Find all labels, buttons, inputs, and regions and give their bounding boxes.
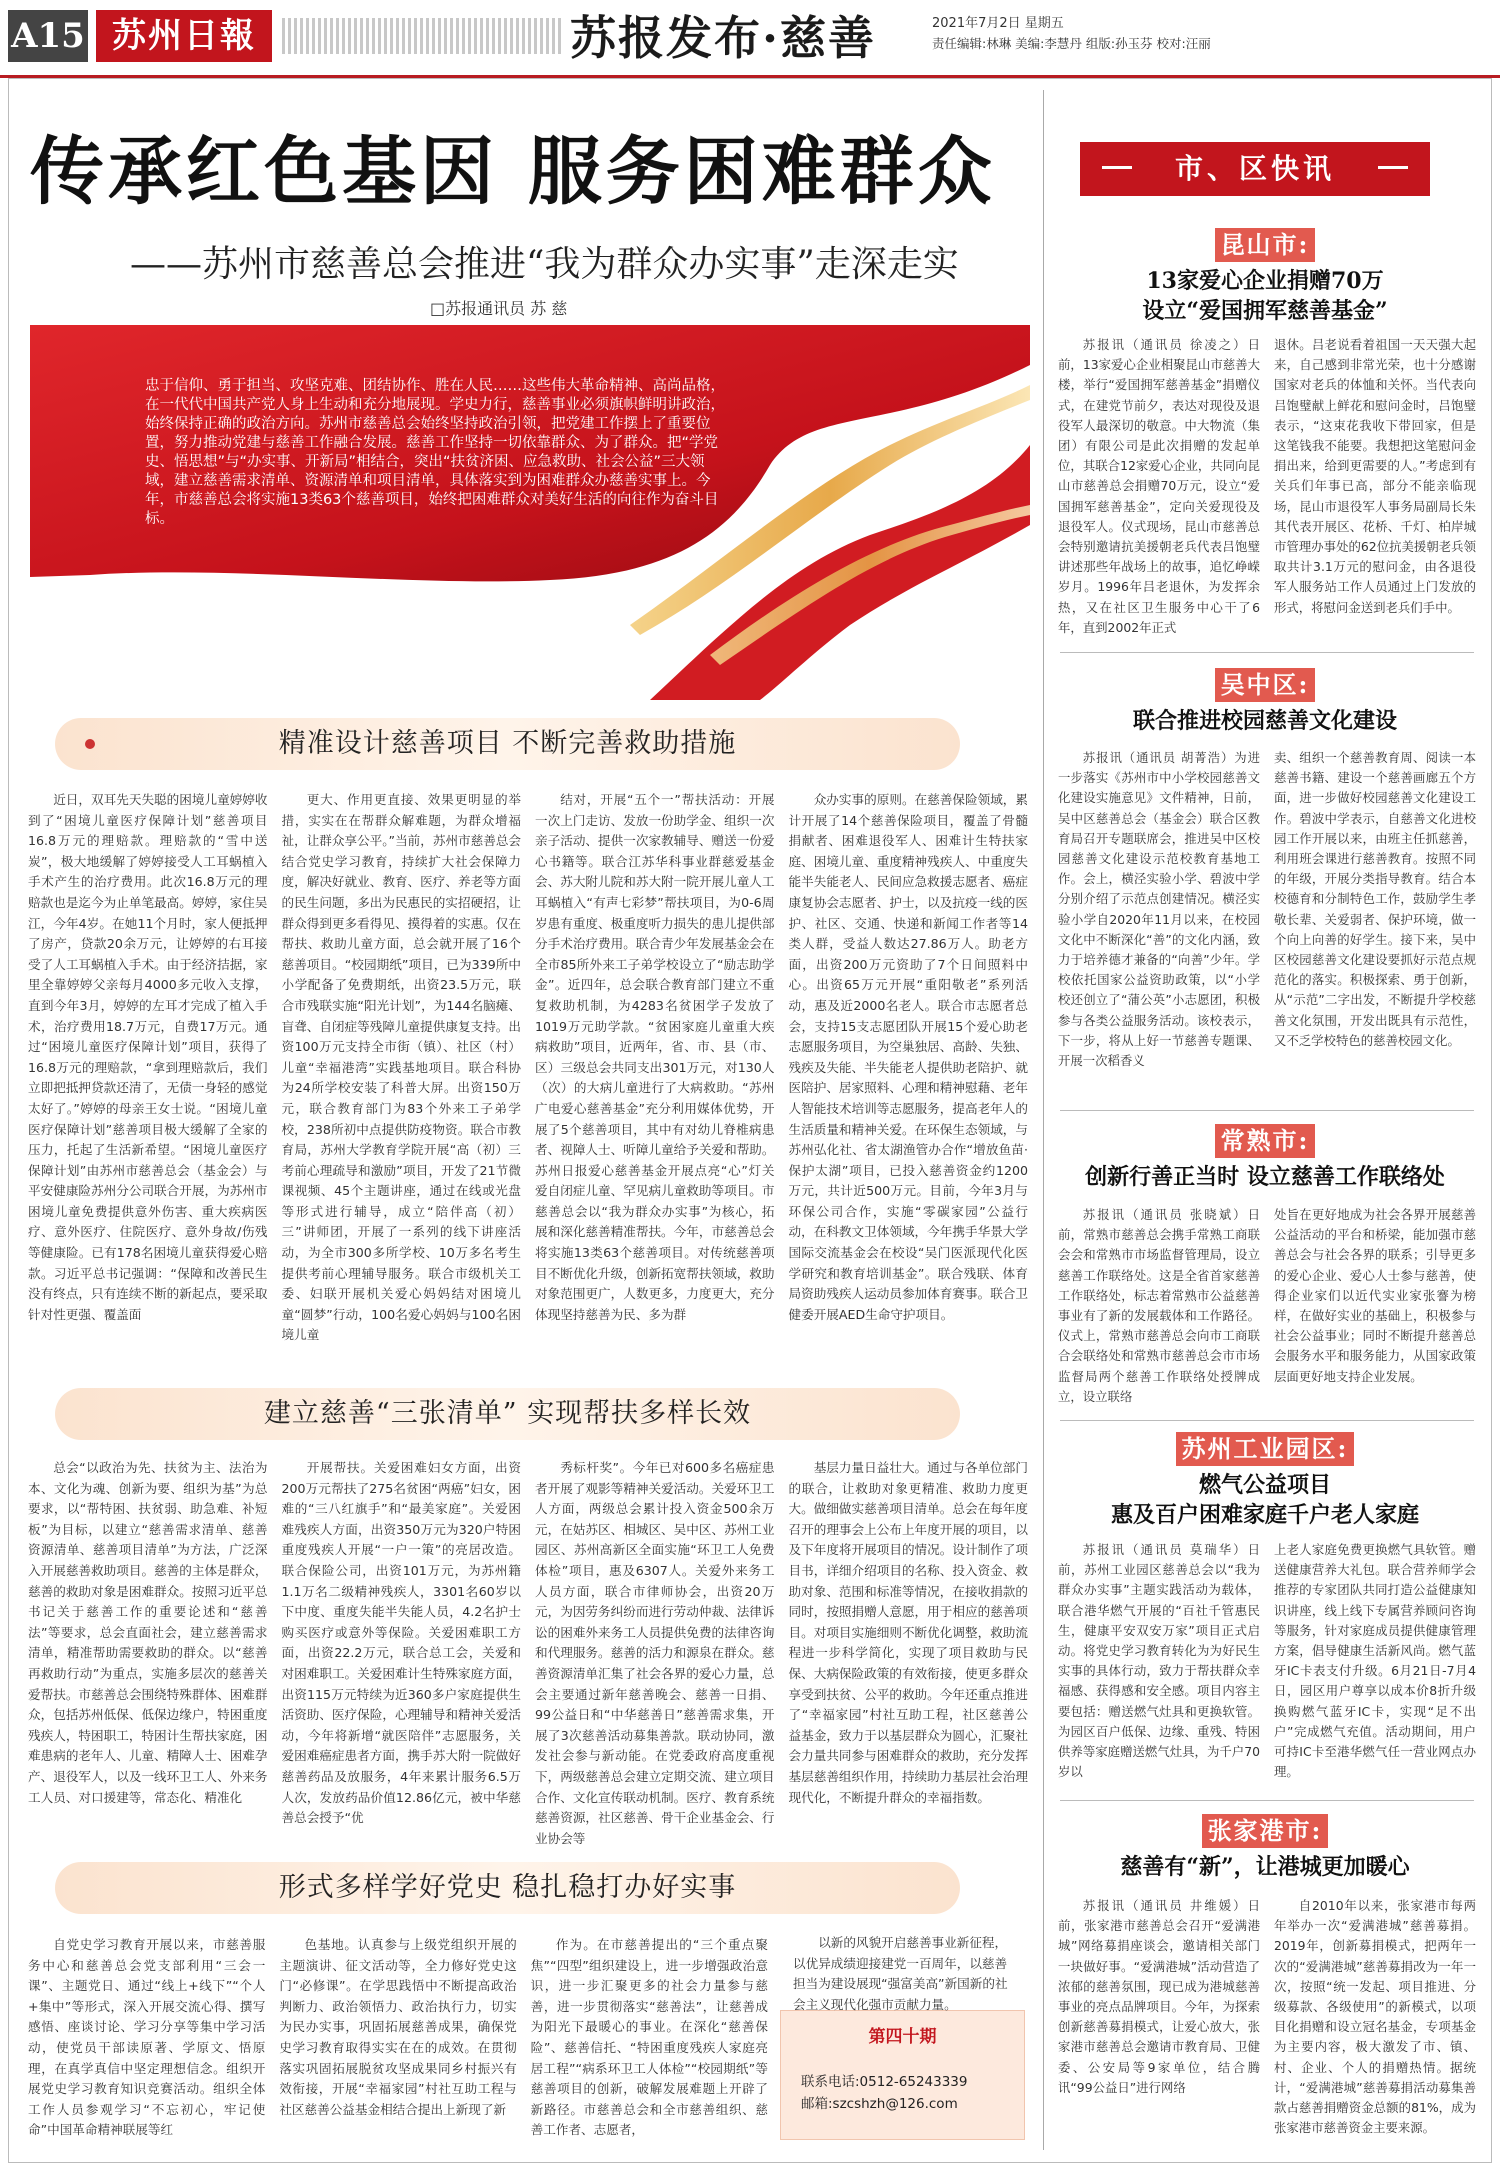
article-column: 自党史学习教育开展以来，市慈善服务中心和慈善总会党支部利用“三会一课”、主题党日、通过“线上+线下”“个人+集中”等形式，深入开展交流心得、撰写感悟、座谈讨论、学习分享等集中学习活动，使党员干部读原著、学原文、悟原理，在真学真信中坚定理想信念。组织开展党史学习教育知识竞赛活动。组织全体工作人员参观学习“不忘初心，牢记使命”中国革命精神联展等红 <box>28 1937 266 2138</box>
issue-date: 2021年7月2日 星期五 <box>932 16 1064 31</box>
brief-column: 苏报讯（通讯员 莫瑞华）日前，苏州工业园区慈善总会以“我为群众办实事”主题实践活动为载体，联合港华燃气开展的“百社千管惠民生，健康平安双安万家”项目正式启动。将党史学习教育转化为为好民生实事的具体行动，致力于帮扶群众幸福感、获得感和安全感。项目内容主要包括：赠送燃气灶具和更换软管。为园区百户低保、边缘、重残、特困供养等家庭赠送燃气灶具，为千户70岁以 <box>1058 1542 1260 1780</box>
brief-column: 苏报讯（通讯员 胡菁浩）为进一步落实《苏州市中小学校园慈善文化建设实施意见》文件精神，日前，吴中区慈善总会（基金会）联合区教育局召开专题联席会，推进吴中区校园慈善文化建设示范校教育基地工作。会上，横泾实验小学、碧波中学分别介绍了示范点创建情况。横泾实验小学自2020年11月以来，在校园文化中不断深化“善”的文化内涵，致力于培养德才兼备的“向善”少年。学校依托国家公益资助政策，以“小学校还创立了“蒲公英”小志愿团，积极参与各类公益服务活动。该校表示，下一步，将从上好一节慈善专题课、开展一次稻香义 <box>1058 750 1260 1069</box>
article-column: 众办实事的原则。在慈善保险领域，累计开展了14个慈善保险项目，覆盖了骨髓捐献者、困难退役军人、困难计生特扶家庭、困境儿童、重度精神残疾人、中重度失能半失能老人、民间应急救援志愿者、癌症康复协会志愿者、护士，以及抗疫一线的医护、社区、交通、快递和新闻工作者等14类人群，受益人数达27.86万人。助老方面，出资200万元资助了7个日间照料中心。出资65万元开展“重阳敬老”系列活动，惠及近2000名老人。联合市志愿者总会，支持15支志愿团队开展15个爱心助老志愿服务项目，为空巢独居、高龄、失独、残疾及失能、半失能老人提供助老陪护、就医陪护、居家照料、心理和精神慰藉、老年人智能技术培训等志愿服务，提高老年人的生活质量和精神关爱。在环保生态领域，与苏州弘化社、省太湖渔管办合作“增放鱼苗·保护太湖”项目，已投入慈善资金约1200万元，共计近500万元。目前，今年3月与环保公司合作，实施“零碳家园”公益行动，在科教文卫体领域，今年携手华景大学国际交流基金会在校设“吴门医派现代化医学研究和教育培训基金”。联合残联、体育局资助残疾人运动员参加体育赛事。联合卫健委开展AED生命守护项目。 <box>788 792 1028 1322</box>
brief-column: 退休。吕老说看着祖国一天天强大起来，自己感到非常光荣，也十分感谢国家对老兵的体恤和关怀。当代表向吕饱璧献上鲜花和慰问金时，吕饱璧表示，“这束花我收下带回家，但是这笔钱我不能要。我想把这笔慰问金捐出来，给到更需要的人。”考虑到有关兵们年事已高，部分不能亲临现场，昆山市退役军人事务局副局长朱其代表开展区、花桥、千灯、柏岸城市管理办事处的62位抗美援朝老兵领取共计3.1万元的慰问金，由各退役军人服务站工作人员通过上门发放的形式，将慰问金送到老兵们手中。 <box>1274 337 1476 615</box>
article-columns <box>28 1935 768 2145</box>
divider <box>1060 1800 1474 1801</box>
hero-banner <box>30 325 1030 700</box>
brief-headline: 13家爱心企业捐赠70万 <box>1146 268 1384 294</box>
section-heading-bar <box>55 1388 960 1440</box>
divider <box>1060 652 1474 653</box>
brief-column: 卖、组织一个慈善教育周、阅读一本慈善书籍、建设一个慈善画廊五个方面，进一步做好校园慈善文化建设工作。碧波中学表示，自慈善文化进校园工作开展以来，由班主任抓慈善，利用班会课进行慈善教育。按照不同的年级，开展分类指导教育。结合本校德育和分制特色工作，鼓励学生孝敬长辈、关爱弱者、保护环境，做一个向上向善的好学生。接下来，吴中区校园慈善文化建设要抓好示范点规范化的落实。积极探索、勇于创新，从“示范”二字出发，不断提升学校慈善文化氛围，开发出既具有示范性，又不乏学校特色的慈善校园文化。 <box>1274 750 1476 1048</box>
bullet-icon <box>85 739 95 749</box>
contact-box <box>780 1935 1025 2140</box>
news-brief-header <box>1050 668 1480 736</box>
contact-email: 邮箱:szcshzh@126.com <box>801 2096 958 2112</box>
brief-headline: 设立“爱国拥军慈善基金” <box>1142 298 1388 324</box>
article-columns <box>28 790 1028 1343</box>
article-column: 更大、作用更直接、效果更明显的举措，实实在在帮群众解难题，为群众增福祉，让群众享公平。”当前，苏州市慈善总会结合党史学习教育，持续扩大社会保障力度，解决好就业、教育、医疗、养老等方面的民生问题，多出为民惠民的实招硬招，让群众得到更多看得见、摸得着的实惠。仅在帮扶、救助儿童方面，总会就开展了16个慈善项目。“校园期纸”项目，已为339所中小学配备了免费期纸，出资23.5万元，联合市残联实施“阳光计划”，为144名脑瘫、盲聋、自闭症等残障儿童提供康复支持。出资100万元支持全市街（镇）、社区（村）儿童“幸福港湾”实践基地项目。联合科协为24所学校安装了科普大屏。出资150万元，联合教育部门为83个外来工子弟学校，238所初中点提供防疫物资。联合市教育局，苏州大学教育学院开展“高（初）三考前心理疏导和激励”项目，开发了21节微课视频、45个主题讲座，通过在线或光盘等形式进行辅导，成立“陪伴高（初）三”讲师团，开展了一系列的线下讲座活动，为全市300多所学校、10万多名考生提供考前心理辅导服务。联合市级机关工委、妇联开展机关爱心妈妈结对困境儿童“圆梦”行动，100名爱心妈妈与100名困境儿童 <box>281 792 522 1343</box>
brief-headline: 惠及百户困难家庭千户老人家庭 <box>1110 1502 1419 1528</box>
brief-columns <box>1058 1540 1476 1780</box>
section-heading-bar <box>55 1862 960 1914</box>
section-heading: 形式多样学好党史 稳扎稳打办好实事 <box>278 1872 737 1903</box>
sidebar-title: 市、区快讯 <box>1080 142 1430 196</box>
decorative-stripes <box>282 18 562 54</box>
divider <box>1060 1110 1474 1111</box>
region-tag: 吴中区: <box>1215 668 1316 702</box>
main-subheadline: ——苏州市慈善总会推进“我为群众办实事”走深走实 <box>130 244 959 285</box>
section-heading: 建立慈善“三张清单” 实现帮扶多样长效 <box>263 1398 752 1429</box>
article-column: 开展帮扶。关爱困难妇女方面，出资200万元帮扶了275名贫困“两癌”妇女，困难的“三八红旗手”和“最美家庭”。关爱困难残疾人方面，出资350万元为320户特困重度残疾人开展“一户一策”的亮居改造。联合保险公司，出资101万元，为苏州籍1.1万名二级精神残疾人，3301名60岁以下中度、重度失能半失能人员，4.2名护士购买医疗或意外等保险。关爱困难职工方面，出资22.2万元，联合总工会，关爱和对困难职工。关爱困难计生特殊家庭方面，出资115万元特续为近360多户家庭提供生活资助、医疗保险，心理辅导和精神关爱活动，今年将新增“就医陪伴”志愿服务，关爱困难癌症患者方面，携手苏大附一院做好慈善药品及放服务，4年来累计服务6.5万人次，发放药品价值12.86亿元，被中华慈善总会授予“优 <box>281 1460 521 1826</box>
article-column: 作为。在市慈善提出的“三个重点聚焦”“四型”组织建设上，进一步增强政治意识，进一步汇聚更多的社会力量参与慈善，进一步贯彻落实“慈善法”，让慈善成为阳光下最暖心的事业。在深化“慈善保险”、慈善信托、“特困重度残疾人家庭亮居工程”“病系环卫工人体检”“校园期纸”等慈善项目的创新，破解发展难题上开辟了新路径。市慈善总会和全市慈善组织、慈善工作者、志愿者， <box>530 1937 768 2138</box>
brief-columns <box>1058 1896 1476 2146</box>
contact-info <box>801 2071 968 2115</box>
main-headline: 传承红色基因 服务困难群众 <box>30 129 996 215</box>
brief-column: 苏报讯（通讯员 徐凌之）日前，13家爱心企业相聚昆山市慈善大楼，举行“爱国拥军慈善基金”捐赠仪式，在建党节前夕，表达对现役及退役军人最深切的敬意。中大物流（集团）有限公司是此次捐赠的发起单位，其联合12家爱心企业，共同向昆山市慈善总会捐赠70万元，设立“爱国拥军慈善基金”，定向关爱现役及退役军人。仪式现场，昆山市慈善总会特别邀请抗美援朝老兵代表吕饱璧讲述那些年战场上的故事，追忆峥嵘岁月。1996年吕老退休，为发挥余热，又在社区卫生服务中心干了6年，直到2002年正式 <box>1058 337 1260 635</box>
region-tag: 张家港市: <box>1202 1814 1329 1848</box>
issue-period: 第四十期 <box>868 2027 937 2047</box>
page-number: A15 <box>8 10 88 62</box>
news-brief-header <box>1050 1432 1480 1530</box>
news-brief-header <box>1050 1124 1480 1192</box>
brief-columns <box>1058 335 1476 635</box>
hero-intro-text: 忠于信仰、勇于担当、攻坚克难、团结协作、胜在人民……这些伟大革命精神、高尚品格，在一代代中国共产党人身上生动和充分地展现。学史力行，慈善事业必须旗帜鲜明讲政治，始终保持正确的政治方向。苏州市慈善总会始终坚持政治引领，把党建工作摆上了重要位置，努力推动党建与慈善工作融合发展。慈善工作坚持一切依靠群众、为了群众。把“学党史、悟思想”与“办实事、开新局”相结合，突出“扶贫济困、应急救助、社会公益”三大领域，建立慈善需求清单、资源清单和项目清单，具体落实到为困难群众办慈善实事上。今年，市慈善总会将实施13类63个慈善项目，始终把困难群众对美好生活的向往作为奋斗目标。 <box>145 378 725 527</box>
news-brief-header <box>1050 1814 1480 1882</box>
article-column: 总会“以政治为先、扶贫为主、法治为本、文化为魂、创新为要、组织为基”为总要求，以“帮特困、扶贫弱、助急难、补短板”为目标，以建立“慈善需求清单、慈善资源清单、慈善项目清单”为方法，广泛深入开展慈善救助项目。慈善的主体是群众，慈善的救助对象是困难群众。按照习近平总书记关于慈善工作的重要论述和“慈善法”等要求，总会直面社会，建立慈善需求清单，精准帮助需要救助的群众。以“慈善再救助行动”为重点，实施多层次的慈善关爱帮扶。市慈善总会围绕特殊群体、困难群众，包括苏州低保、低保边缘户，特困重度残疾人，特困职工，特困计生帮扶家庭，困难患病的老年人、儿童、精障人士、困难孕产、退役军人，以及一线环卫工人、外来务工人员、对口援建等，常态化、精准化 <box>28 1460 268 1805</box>
brief-headline: 燃气公益项目 <box>1198 1472 1331 1498</box>
brief-column: 苏报讯（通讯员 井维媛）日前，张家港市慈善总会召开“爱满港城”网络募捐座谈会，邀请相关部门一块做好事。“爱满港城”活动营造了浓郁的慈善氛围，现已成为港城慈善事业的亮点品牌项目。今年，为探索创新慈善募捐模式，让爱心放大，张家港市慈善总会邀请市教育局、卫健委、公安局等9家单位，结合腾讯“99公益日”进行网络 <box>1058 1898 1260 2095</box>
article-column: 秀标杆奖”。今年已对600多名癌症患者开展了观影等精神关爱活动。关爱环卫工人方面，两级总会累计投入资金500余万元，在姑苏区、相城区、吴中区、苏州工业园区、苏州高新区全面实施“环卫工人免费体检”项目，惠及6307人。关爱外来务工人员方面，联合市律师协会，出资20万元，为因劳务纠纷而进行劳动仲裁、法律诉讼的困难外来务工人员提供免费的法律咨询和代理服务。慈善的活力和源泉在群众。慈善资源清单汇集了社会各界的爱心力量，总会主要通过新年慈善晚会、慈善一日捐、99公益日和“中华慈善日”慈善需求集，开展了3次慈善活动募集善款。联动协同，激发社会参与新动能。在党委政府高度重视下，两级慈善总会建立定期交流、建立项目合作、文化宣传联动机制。医疗、教育系统慈善资源，社区慈善、骨干企业基金会、行业协会等 <box>535 1460 775 1846</box>
newspaper-logo: 苏州日報 <box>96 10 272 62</box>
section-title: 苏报发布·慈善 <box>570 11 877 65</box>
contact-phone: 联系电话:0512-65243339 <box>801 2074 968 2090</box>
brief-columns <box>1058 1205 1476 1405</box>
brief-headline: 创新行善正当时 设立慈善工作联络处 <box>1085 1164 1445 1190</box>
brief-headline: 联合推进校园慈善文化建设 <box>1132 708 1397 734</box>
article-column: 结对，开展“五个一”帮扶活动：开展一次上门走访、发放一份助学金、组织一次亲子活动、提供一次家教辅导、赠送一份爱心书籍等。联合江苏华科事业群慈爱基金会、苏大附儿院和苏大附一院开展儿童人工耳蜗植入“有声七彩梦”帮扶项目，为0-6周岁患有重度、极重度听力损失的患儿提供部分手术治疗费用。联合青少年发展基金会在全市85所外来工子弟学校设立了“励志助学金”。近四年，总会联合教育部门建立不重复救助机制，为4283名贫困学子发放了1019万元助学款。“贫困家庭儿童重大疾病救助”项目，近两年，省、市、县（市、区）三级总会共同支出301万元，对130人（次）的大病儿童进行了大病救助。“苏州广电爱心慈善基金”充分利用媒体优势，开展了5个慈善项目，其中有对幼儿脊椎病患者、视障人士、听障儿童给予关爱和帮助。苏州日报爱心慈善基金开展点亮“心”灯关爱自闭症儿童、罕见病儿童救助等项目。市慈善总会以“我为群众办实事”为核心，拓展和深化慈善精准帮扶。今年，市慈善总会将实施13类63个慈善项目。对传统慈善项目不断优化升级，创新拓宽帮扶领域，救助对象范围更广，人数更多，力度更大，充分体现坚持慈善为民、多为群 <box>535 792 775 1322</box>
brief-headline: 慈善有“新”，让港城更加暖心 <box>1120 1854 1410 1880</box>
article-column: 色基地。认真参与上级党组织开展的主题演讲、征文活动等，全力修好党史这门“必修课”。在学思践悟中不断提高政治判断力、政治领悟力、政治执行力，切实为民办实事，巩固拓展慈善成果，确保党史学习教育取得实实在在的成效。在贯彻落实巩固拓展脱贫攻坚成果同乡村振兴有效衔接，开展“幸福家园”村社互助工程与社区慈善公益基金相结合提出上新现了新 <box>279 1937 517 2117</box>
masthead <box>0 0 1500 78</box>
section-heading-bar <box>55 718 960 770</box>
news-brief-header <box>1050 228 1480 326</box>
editor-credits: 责任编辑:林琳 美编:李慧丹 组版:孙玉芬 校对:汪丽 <box>932 36 1211 51</box>
brief-column: 处旨在更好地成为社会各界开展慈善公益活动的平台和桥梁，能加强市慈善总会与社会各界的联系；引导更多的爱心企业、爱心人士参与慈善，使得企业家们以近代实业家张謇为榜样，在做好实业的基础上，积极参与社会公益事业；同时不断提升慈善总会服务水平和服务能力，从国家政策层面更好地支持企业发展。 <box>1274 1207 1476 1384</box>
brief-column: 苏报讯（通讯员 张晓斌）日前，常熟市慈善总会携手常熟工商联会会和常熟市市场监督管理局，设立慈善工作联络处。这是全省首家慈善工作联络处，标志着常熟市公益慈善事业有了新的发展载体和工作路径。仪式上，常熟市慈善总会向市工商联合会联络处和常熟市慈善总会市市场监督局两个慈善工作联络处授牌成立，设立联络 <box>1058 1207 1260 1404</box>
section-heading: 精准设计慈善项目 不断完善救助措施 <box>278 728 737 759</box>
region-tag: 苏州工业园区: <box>1176 1432 1355 1466</box>
article-column: 基层力量日益壮大。通过与各单位部门的联合，让救助对象更精准、救助力度更大。做细做实慈善项目清单。总会在每年度召开的理事会上公布上年度开展的项目，以及下年度将开展项目的情况。设计制作了项目书，详细介绍项目的名称、投入资金、救助对象、范围和标准等情况，在接收捐款的同时，按照捐赠人意愿，用于相应的慈善项目。对项目实施细则不断优化调整，救助流程进一步科学简化，实现了项目救助与民保、大病保险政策的有效衔接，使更多群众享受到扶贫、公平的救助。今年还重点推进了“幸福家园”村社互助工程，社区慈善公益基金，致力于以基层群众为圆心，汇聚社会力量共同参与困难群众的救助，充分发挥基层慈善组织作用，持续助力基层社会治理现代化，不断提升群众的幸福指数。 <box>788 1460 1028 1805</box>
article-columns <box>28 1458 1028 1853</box>
divider <box>1060 1420 1474 1421</box>
article-column: 以新的风貌开启慈善事业新征程，以优异成绩迎接建党一百周年，以慈善担当为建设展现“强富美高”新国新的社会主义现代化强市贡献力量。 <box>793 1935 1008 2012</box>
region-tag: 常熟市: <box>1215 1124 1316 1158</box>
byline: □苏报通讯员 苏 慈 <box>430 299 568 318</box>
brief-column: 上老人家庭免费更换燃气具软管。赠送健康营养大礼包。联合营养师学会推荐的专家团队共同打造公益健康知识讲座，线上线下专属营养顾问咨询等服务，针对家庭成员提供健康管理方案，倡导健康生活新风尚。燃气蓝牙IC卡表支付升级。6月21日-7月4日，园区用户尊享以成本价8折升级换购燃气蓝牙IC卡，实现“足不出户”完成燃气充值。活动期间，用户可持IC卡至港华燃气任一营业网点办理。 <box>1274 1542 1476 1780</box>
region-tag: 昆山市: <box>1215 228 1316 262</box>
column-divider <box>1043 90 1044 2150</box>
article-column: 近日，双耳先天失聪的困境儿童婷婷收到了“困境儿童医疗保障计划”慈善项目16.8万元的理赔款。理赔款的“雪中送炭”，极大地缓解了婷婷接受人工耳蜗植入手术产生的治疗费用。此次16.8万元的理赔款也是迄今为止单笔最高。婷婷，家住吴江，今年4岁。在她11个月时，家人便抵押了房产，贷款20余万元，让婷婷的右耳接受了人工耳蜗植入手术。由于经济拮据，家里全靠婷婷父亲每月4000多元收入支撑，直到今年3月，婷婷的左耳才完成了植入手术，治疗费用18.7万元，自费17万元。通过“困境儿童医疗保障计划”项目，获得了16.8万元的理赔款，“拿到理赔款后，我们立即把抵押贷款还清了，无债一身轻的感觉太好了。”婷婷的母亲王女士说。“困境儿童医疗保障计划”慈善项目极大缓解了全家的压力，托起了生活新希望。“困境儿童医疗保障计划”由苏州市慈善总会（基金会）与平安健康险苏州分公司联合开展，为苏州市困境儿童免费提供意外伤害、重大疾病医疗、意外医疗、住院医疗、意外身故/伤残等健康险。已有178名困境儿童获得爱心赔款。习近平总书记强调：“保障和改善民生没有终点，只有连续不断的新起点，要采取针对性更强、覆盖面 <box>28 792 268 1322</box>
brief-columns <box>1058 748 1476 1088</box>
brief-column: 自2010年以来，张家港市每两年举办一次“爱满港城”慈善募捐。2019年，创新募捐模式，把两年一次的“爱满港城”慈善募捐改为一年一次，按照“统一发起、项目推进、分级募款、各级使用”的新模式，以项目化捐赠和设立冠名基金，专项基金为主要内容，极大激发了市、镇、村、企业、个人的捐赠热情。据统计，“爱满港城”慈善募捐活动募集善款占慈善捐赠资金总额的81%，成为张家港市慈善资金主要来源。 <box>1274 1898 1476 2136</box>
